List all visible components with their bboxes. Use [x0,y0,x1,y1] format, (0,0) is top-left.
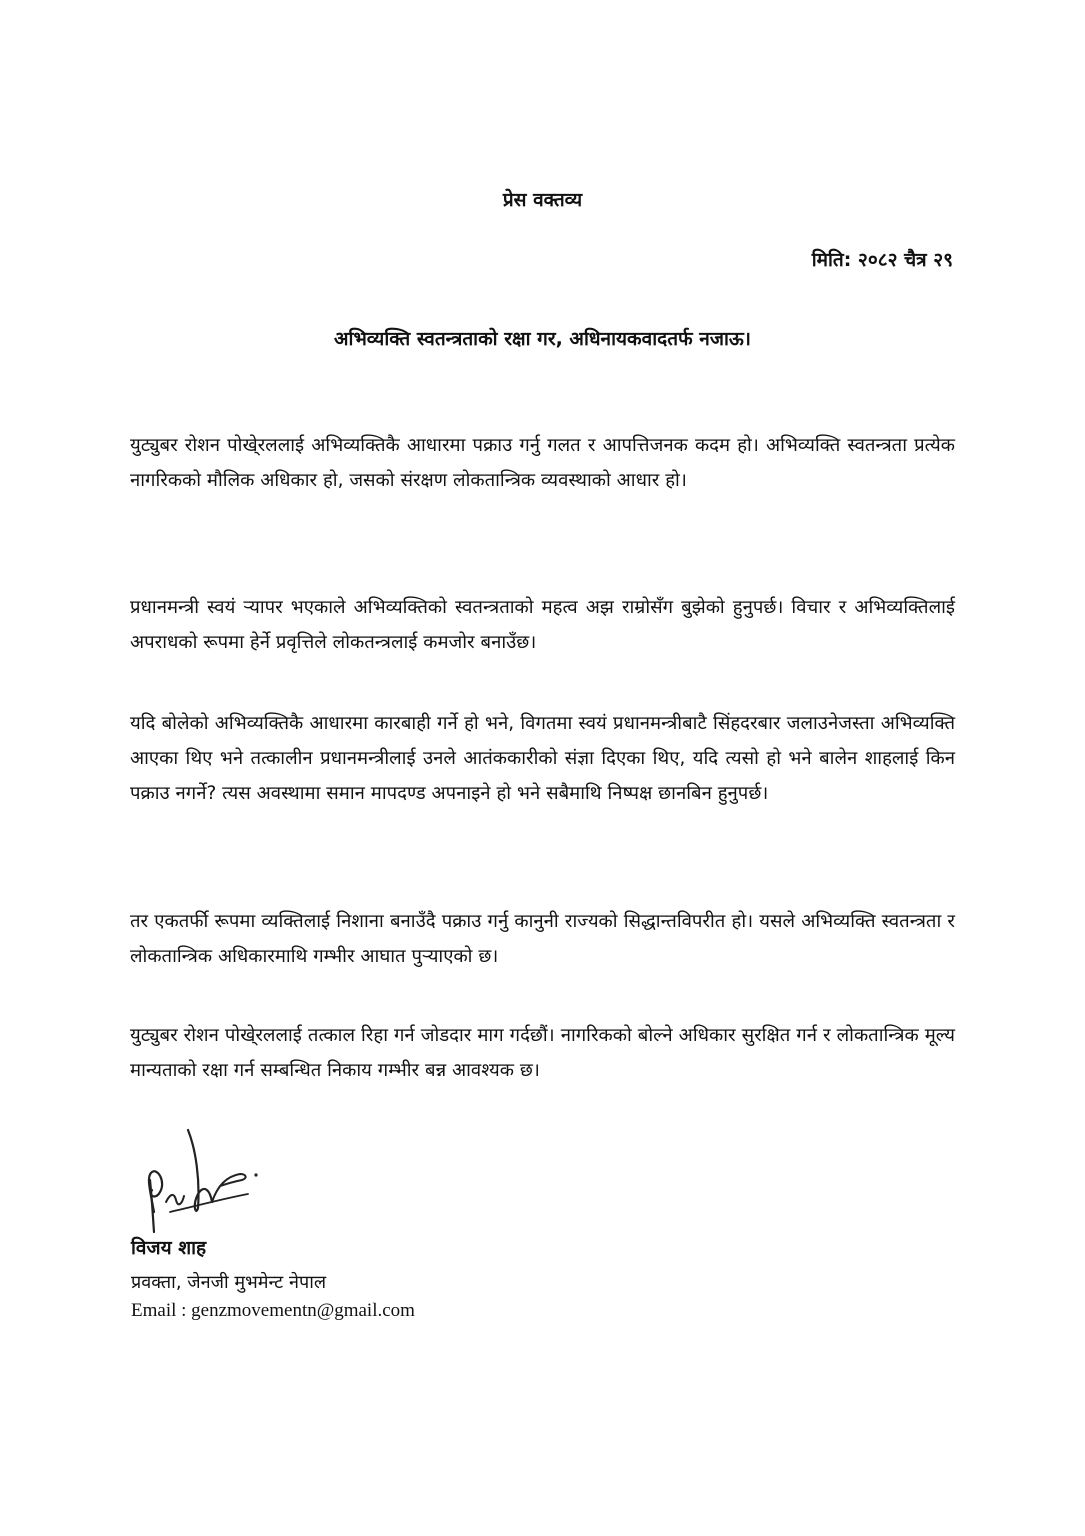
document-subject: अभिव्यक्ति स्वतन्त्रताको रक्षा गर, अधिनायकवादतर्फ नजाऊ। [334,328,751,350]
paragraph-5: युट्युबर रोशन पोखे्रललाई तत्काल रिहा गर्न जोडदार माग गर्दछौं। नागरिकको बोल्ने अधिकार सुरक्षित गर्न र लोकतान्त्रिक मूल्य मान्यताको रक्षा गर्न सम्बन्धित निकाय गम्भीर बन्न आवश्यक छ। [130,1025,955,1081]
paragraph-1: युट्युबर रोशन पोखे्रललाई अभिव्यक्तिकै आधारमा पक्राउ गर्नु गलत र आपत्तिजनक कदम हो। अभिव्यक्ति स्वतन्त्रता प्रत्येक नागरिकको मौलिक अधिकार हो, जसको संरक्षण लोकतान्त्रिक व्यवस्थाको आधार हो। [130,435,955,491]
signer-name: विजय शाह [131,1237,207,1259]
signer-email: Email : genzmovementn@gmail.com [131,1300,415,1321]
signer-role: प्रवक्ता, जेनजी मुभमेन्ट नेपाल [131,1272,327,1293]
paragraph-4: तर एकतर्फी रूपमा व्यक्तिलाई निशाना बनाउँदै पक्राउ गर्नु कानुनी राज्यको सिद्धान्तविपरीत हो। यसले अभिव्यक्ति स्वतन्त्रता र लोकतान्त्रिक अधिकारमाथि गम्भीर आघात पुर्‍याएको छ। [130,911,955,967]
handwritten-signature [136,1120,266,1240]
document-heading: प्रेस वक्तव्य [502,189,583,211]
paragraph-3: यदि बोलेको अभिव्यक्तिकै आधारमा कारबाही गर्ने हो भने, विगतमा स्वयं प्रधानमन्त्रीबाटै सिंहदरबार जलाउनेजस्ता अभिव्यक्ति आएका थिए भने तत्कालीन प्रधानमन्त्रीलाई उनले आतंककारीको संज्ञा दिएका थिए, यदि त्यसो हो भने बालेन शाहलाई किन पक्राउ नगर्ने? त्यस अवस्थामा समान मापदण्ड अपनाइने हो भने सबैमाथि निष्पक्ष छानबिन हुनुपर्छ। [130,713,955,804]
document-date: मिति: २०८२ चैत्र २९ [811,249,953,271]
paragraph-2: प्रधानमन्त्री स्वयं र्‍यापर भएकाले अभिव्यक्तिको स्वतन्त्रताको महत्व अझ राम्रोसँग बुझेको हुनुपर्छ। विचार र अभिव्यक्तिलाई अपराधको रूपमा हेर्ने प्रवृत्तिले लोकतन्त्रलाई कमजोर बनाउँछ। [130,597,955,653]
